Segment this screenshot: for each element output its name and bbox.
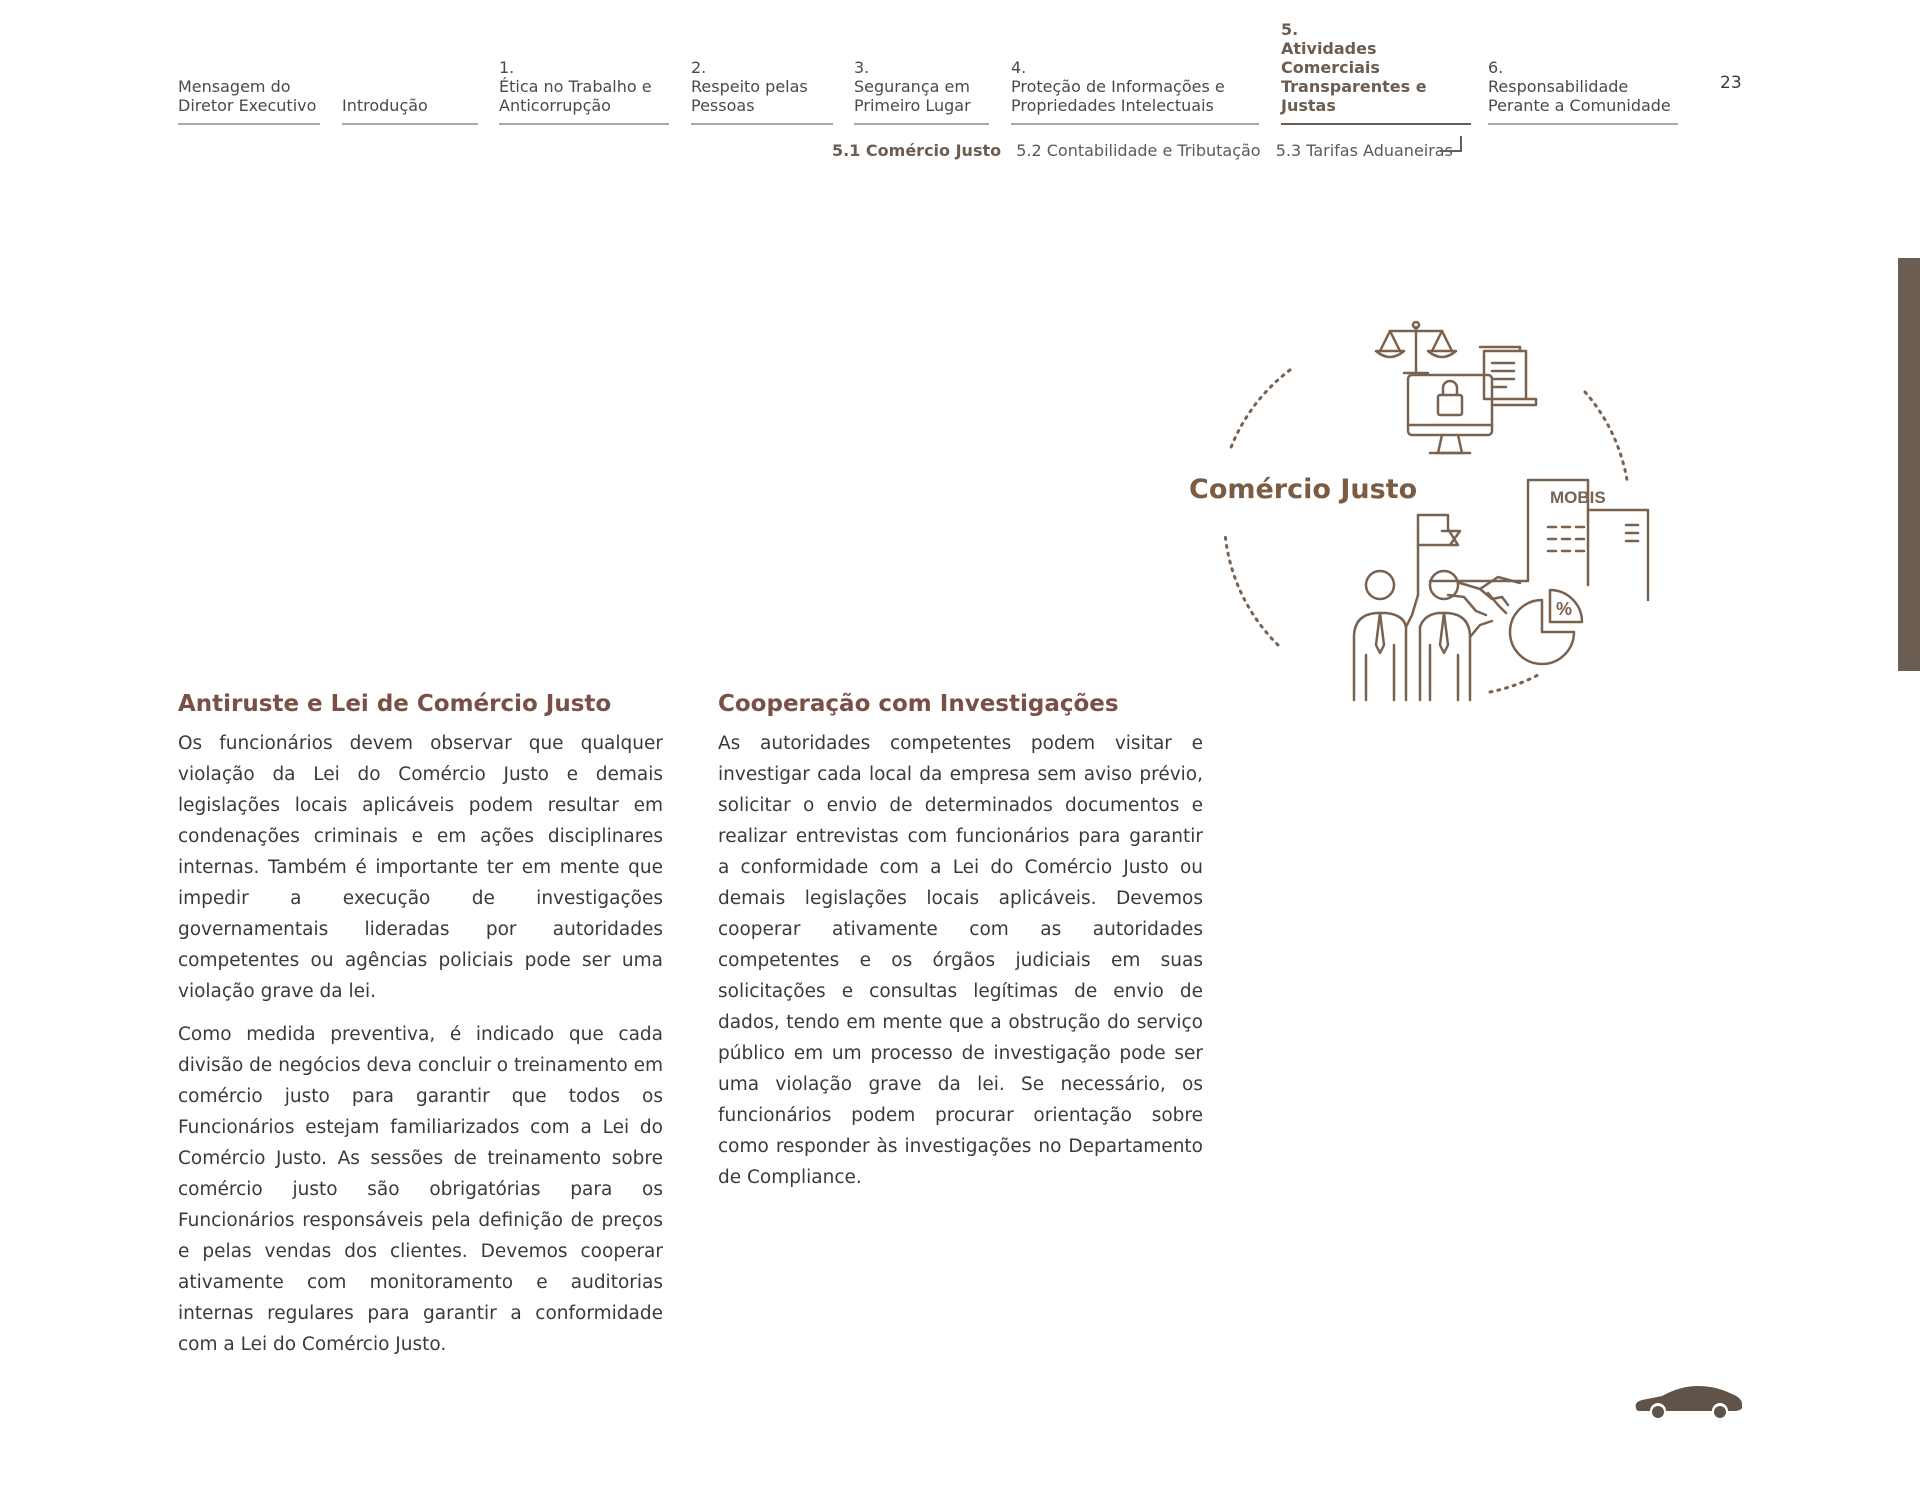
dotted-circle-icon [1225,370,1627,692]
corner-arrow-icon [1440,136,1462,152]
subnav-item-accounting[interactable]: 5.2 Contabilidade e Tributação [1016,141,1261,160]
section-antitrust [178,688,663,1372]
nav-label: Responsabilidade Perante a Comunidade [1488,77,1671,115]
subnav-item-customs[interactable]: 5.3 Tarifas Aduaneiras [1275,141,1453,160]
scales-icon [1376,322,1456,373]
nav-label: Introdução [342,96,428,115]
nav-label: Mensagem do Diretor Executivo [178,77,317,115]
nav-label: Respeito pelas Pessoas [691,77,808,115]
nav-number: 2. [691,58,707,77]
section-investigations [718,688,1203,1205]
flag-icon [1418,515,1460,595]
nav-label: Segurança em Primeiro Lugar [854,77,971,115]
handshake-icon [1430,577,1528,615]
fair-trade-illustration [1180,315,1660,715]
nav-label: Proteção de Informações e Propriedades Intelectuais [1011,77,1225,115]
nav-item-respect[interactable] [691,53,833,125]
nav-item-information-protection[interactable] [1011,53,1259,125]
paragraph: As autoridades competentes podem visitar e investigar cada local da empresa sem aviso prévio, solicitar o envio de determinados documentos e realizar entrevistas com funcionários para garantir a conformidade com a Lei do Comércio Justo ou demais legislações locais aplicáveis. Devemos cooperar ativamente com as autoridades competentes e os órgãos judiciais em suas solicitações e consultas legítimas de envio de dados, tendo em mente que a obstrução do serviço público em um processo de investigação pode ser uma violação grave da lei. Se necessário, os funcionários podem procurar orientação sobre como responder às investigações no Departamento de Compliance. [718,733,1203,1188]
percent-label: % [1556,599,1573,619]
nav-item-safety[interactable] [854,53,989,125]
nav-number: 3. [854,58,870,77]
people-icon [1354,571,1492,700]
sub-navigation [832,141,1463,160]
illustration-title: Comércio Justo [1189,474,1418,505]
nav-item-community[interactable] [1488,53,1678,125]
nav-item-introduction[interactable] [342,53,478,125]
car-icon[interactable] [1632,1380,1744,1420]
mobis-logo: MOBIS [1550,488,1606,507]
nav-item-ethics[interactable] [499,53,669,125]
nav-label: Ética no Trabalho e Anticorrupção [499,77,652,115]
nav-number: 4. [1011,58,1027,77]
nav-number: 1. [499,58,515,77]
nav-item-fair-business[interactable] [1281,20,1471,125]
subnav-item-fair-trade[interactable]: 5.1 Comércio Justo [832,141,1002,160]
side-tab[interactable] [1898,258,1920,671]
nav-item-ceo-message[interactable] [178,53,320,125]
monitor-lock-icon [1408,375,1492,453]
nav-number: 6. [1488,58,1504,77]
paragraph: Os funcionários devem observar que qualquer violação da Lei do Comércio Justo e demais legislações locais aplicáveis podem resultar em condenações criminais e em ações disciplinares internas. Também é importante ter em mente que impedir a execução de investigações governamentais lideradas por autoridades competentes ou agências policiais pode ser uma violação grave da lei. [178,733,663,1002]
section-heading: Antiruste e Lei de Comércio Justo [178,691,612,717]
paragraph: Como medida preventiva, é indicado que cada divisão de negócios deva concluir o treinamento em comércio justo para garantir que todos os Funcionários estejam familiarizados com a Lei do Comércio Justo. As sessões de treinamento sobre comércio justo são obrigatórias para os Funcionários responsáveis pela definição de preços e pelas vendas dos clientes. Devemos cooperar ativamente com monitoramento e auditorias internas regulares para garantir a conformidade com a Lei do Comércio Justo. [178,1024,663,1355]
nav-label: Atividades Comerciais Transparentes e Justas [1281,39,1427,115]
nav-number: 5. [1281,20,1299,39]
section-heading: Cooperação com Investigações [718,691,1119,717]
page-number: 23 [1720,73,1742,93]
